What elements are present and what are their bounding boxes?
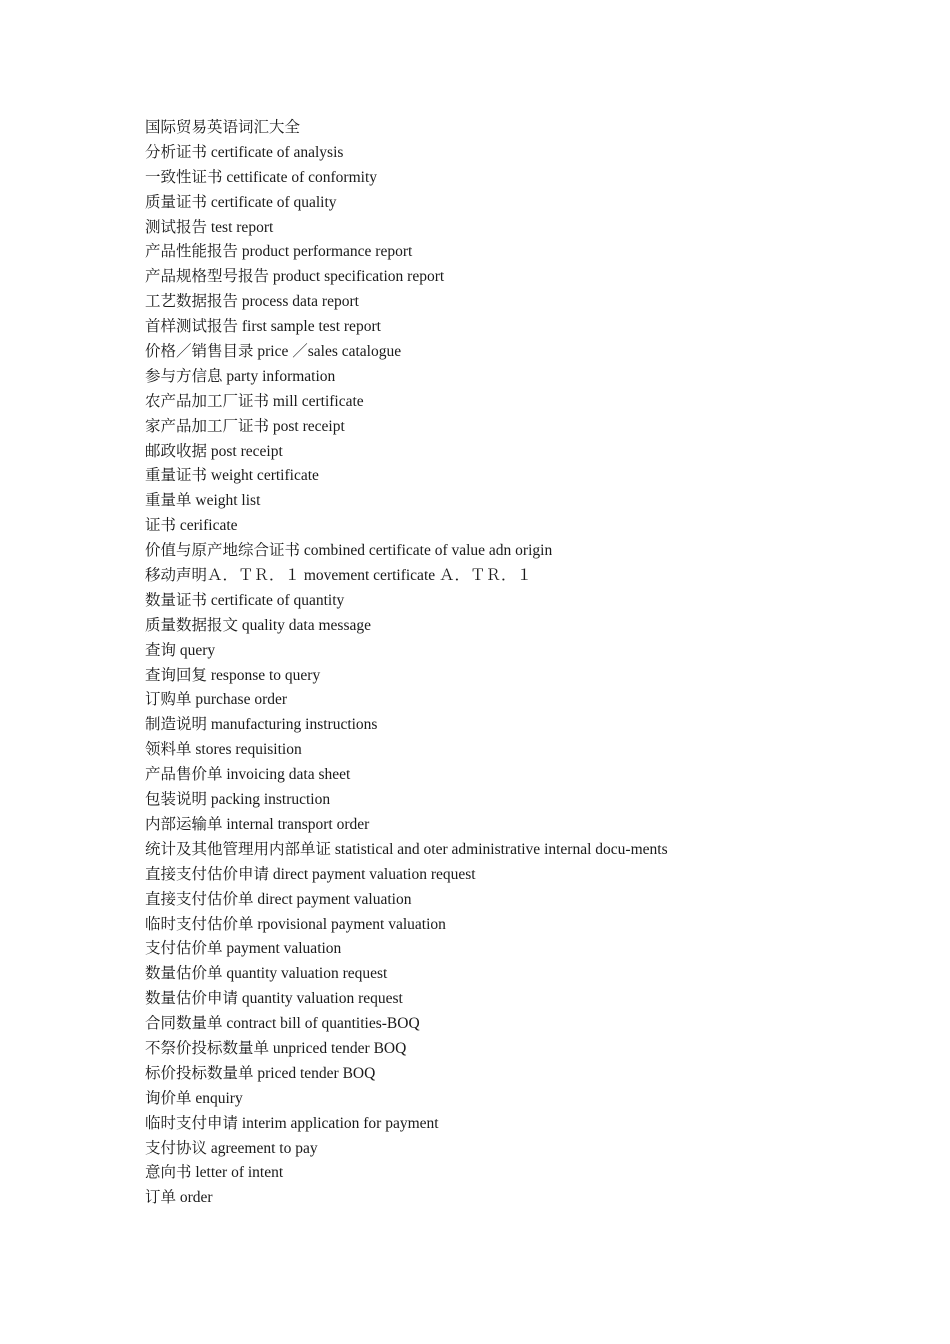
document-title: 国际贸易英语词汇大全: [145, 119, 301, 136]
vocab-line: 质量数据报文 quality data message: [145, 616, 371, 634]
vocab-line: 支付估价单 payment valuation: [145, 940, 342, 958]
vocab-line: 领料单 stores requisition: [145, 741, 302, 759]
vocab-line: 数量证书 certificate of quantity: [145, 591, 345, 609]
vocab-line: 产品规格型号报告 product specification report: [145, 268, 445, 286]
vocab-line: 意向书 letter of intent: [145, 1164, 284, 1182]
vocab-line: 不祭价投标数量单 unpriced tender BOQ: [145, 1039, 407, 1057]
vocab-line: 查询回复 response to query: [145, 666, 321, 684]
vocab-line: 证书 cerificate: [145, 517, 238, 535]
vocab-line: 农产品加工厂证书 mill certificate: [145, 392, 364, 410]
document-page: [145, 116, 905, 1211]
vocab-line: 分析证书 certificate of analysis: [145, 143, 344, 161]
vocab-line: 临时支付估价单 rpovisional payment valuation: [145, 915, 446, 933]
vocab-line: 产品售价单 invoicing data sheet: [145, 766, 351, 784]
vocab-line: 查询 query: [145, 641, 216, 659]
vocab-line: 直接支付估价申请 direct payment valuation request: [145, 865, 476, 883]
vocab-line: 直接支付估价单 direct payment valuation: [145, 890, 412, 908]
vocab-line: 统计及其他管理用内部单证 statistical and oter administrative internal docu-ments: [145, 840, 668, 858]
vocab-line: 订购单 purchase order: [145, 691, 288, 709]
vocab-line: 订单 order: [145, 1189, 213, 1207]
vocab-line: 参与方信息 party information: [145, 367, 336, 385]
vocab-line: 标价投标数量单 priced tender BOQ: [145, 1064, 376, 1082]
vocab-line: 重量证书 weight certificate: [145, 467, 319, 485]
vocab-line: 测试报告 test report: [145, 218, 274, 236]
vocab-line: 内部运输单 internal transport order: [145, 815, 370, 833]
vocab-line: 重量单 weight list: [145, 492, 261, 510]
vocab-line: 工艺数据报告 process data report: [145, 293, 359, 311]
vocab-line: 支付协议 agreement to pay: [145, 1139, 318, 1157]
vocab-line: 价值与原产地综合证书 combined certificate of value adn origin: [145, 542, 553, 560]
vocab-line: 临时支付申请 interim application for payment: [145, 1114, 439, 1132]
vocab-line: 质量证书 certificate of quality: [145, 193, 337, 211]
vocab-line: 产品性能报告 product performance report: [145, 243, 413, 261]
vocab-line: 邮政收据 post receipt: [145, 442, 283, 460]
vocab-line: 首样测试报告 first sample test report: [145, 318, 381, 336]
vocab-line: 包装说明 packing instruction: [145, 791, 331, 809]
vocab-line: 移动声明Ａ．ＴＲ．１ movement certificate Ａ．ＴＲ．１: [145, 567, 533, 585]
vocab-line: 制造说明 manufacturing instructions: [145, 716, 378, 734]
vocab-line: 家产品加工厂证书 post receipt: [145, 417, 345, 435]
vocab-line: 询价单 enquiry: [145, 1089, 243, 1107]
vocab-line: 一致性证书 cettificate of conformity: [145, 168, 378, 186]
vocab-line: 数量估价单 quantity valuation request: [145, 965, 388, 983]
vocab-line: 数量估价申请 quantity valuation request: [145, 990, 403, 1008]
vocab-line: 价格／销售目录 price ／sales catalogue: [145, 343, 402, 361]
vocab-line: 合同数量单 contract bill of quantities-BOQ: [145, 1015, 420, 1033]
